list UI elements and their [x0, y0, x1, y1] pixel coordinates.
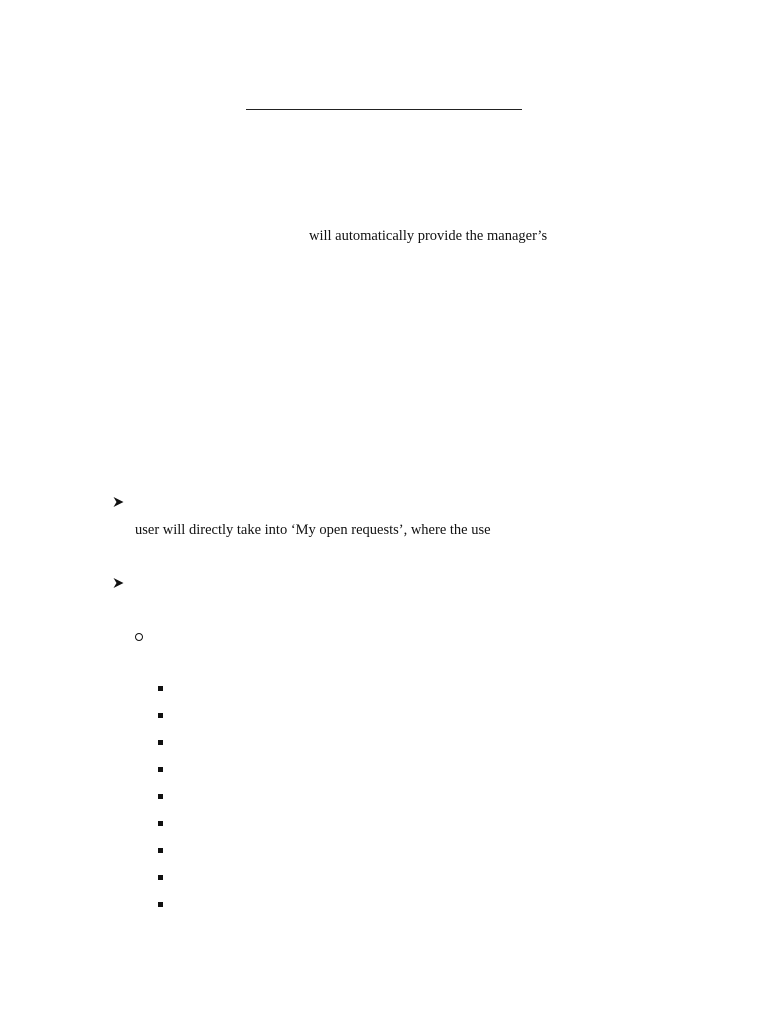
- list-item-text: user will directly take into ‘My open requests’, where the use: [135, 522, 491, 538]
- square-bullet-icon: [158, 902, 163, 907]
- arrow-bullet-icon: [113, 496, 124, 508]
- square-bullet-icon: [158, 740, 163, 745]
- square-bullet-icon: [158, 875, 163, 880]
- paragraph-fragment: will automatically provide the manager’s: [309, 228, 548, 244]
- square-bullet-icon: [158, 686, 163, 691]
- square-bullet-icon: [158, 713, 163, 718]
- square-bullet-icon: [158, 848, 163, 853]
- square-bullet-icon: [158, 821, 163, 826]
- title-underline: [246, 109, 522, 110]
- arrow-bullet-icon: [113, 577, 124, 589]
- square-bullet-icon: [158, 794, 163, 799]
- circle-bullet-icon: [135, 633, 143, 641]
- square-bullet-icon: [158, 767, 163, 772]
